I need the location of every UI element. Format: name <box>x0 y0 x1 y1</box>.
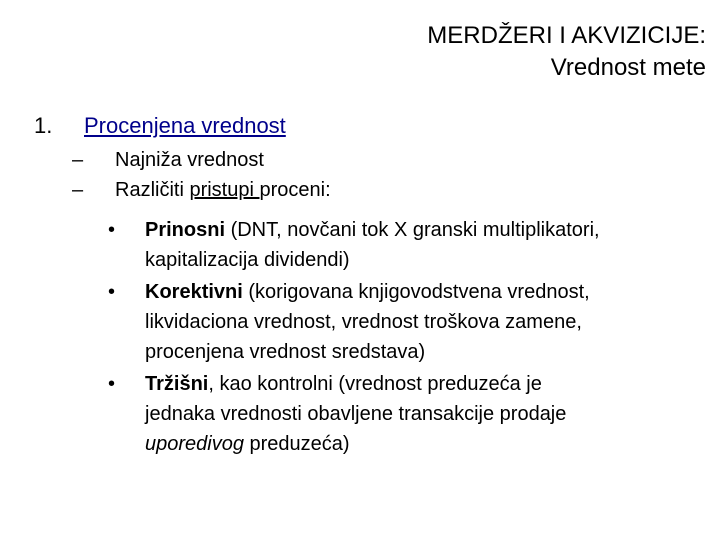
slide-title <box>427 20 706 84</box>
sub-item-approaches-underlined: pristupi <box>189 179 260 201</box>
bullet-corrective-approach <box>145 277 705 367</box>
sub-item-approaches-before: Različiti <box>115 179 190 201</box>
sub-item-lowest-value: Najniža vrednost <box>115 149 264 171</box>
bullet-line <box>145 277 705 307</box>
dash-marker: – <box>72 149 84 171</box>
bullet-italic-word: uporedivog <box>145 433 244 455</box>
list-number-1: 1. <box>34 113 53 138</box>
bullet-marker: • <box>108 281 116 303</box>
bullet-marker: • <box>108 373 116 395</box>
bullet-marker: • <box>108 219 116 241</box>
bullet-line: procenjena vrednost sredstava) <box>145 341 426 363</box>
title-line-2: Vrednost mete <box>550 54 706 81</box>
bullet-term: Tržišni <box>145 373 209 395</box>
bullet-desc: (korigovana knjigovodstvena vrednost, <box>242 281 590 303</box>
dash-marker: – <box>72 179 84 201</box>
bullet-line <box>145 215 705 245</box>
bullet-market-approach <box>145 369 705 459</box>
bullet-line <box>145 369 705 399</box>
bullet-line <box>145 429 705 459</box>
sub-item-approaches-after: proceni: <box>259 179 331 201</box>
title-line-1: MERDŽERI I AKVIZICIJE: <box>427 22 706 49</box>
bullet-desc: , kao kontrolni (vrednost preduzeća je <box>208 373 542 395</box>
bullet-line: kapitalizacija dividendi) <box>145 249 350 271</box>
bullet-line: likvidaciona vrednost, vrednost troškova zamene, <box>145 311 582 333</box>
bullet-term: Korektivni <box>145 281 243 303</box>
bullet-desc: preduzeća) <box>243 433 350 455</box>
bullet-desc: (DNT, novčani tok X granski multiplikatori, <box>225 219 600 241</box>
item-heading-link[interactable]: Procenjena vrednost <box>84 113 286 138</box>
bullet-income-approach <box>145 215 705 275</box>
bullet-term: Prinosni <box>145 219 226 241</box>
bullet-line: jednaka vrednosti obavljene transakcije prodaje <box>145 403 567 425</box>
sub-item-approaches <box>115 175 331 205</box>
